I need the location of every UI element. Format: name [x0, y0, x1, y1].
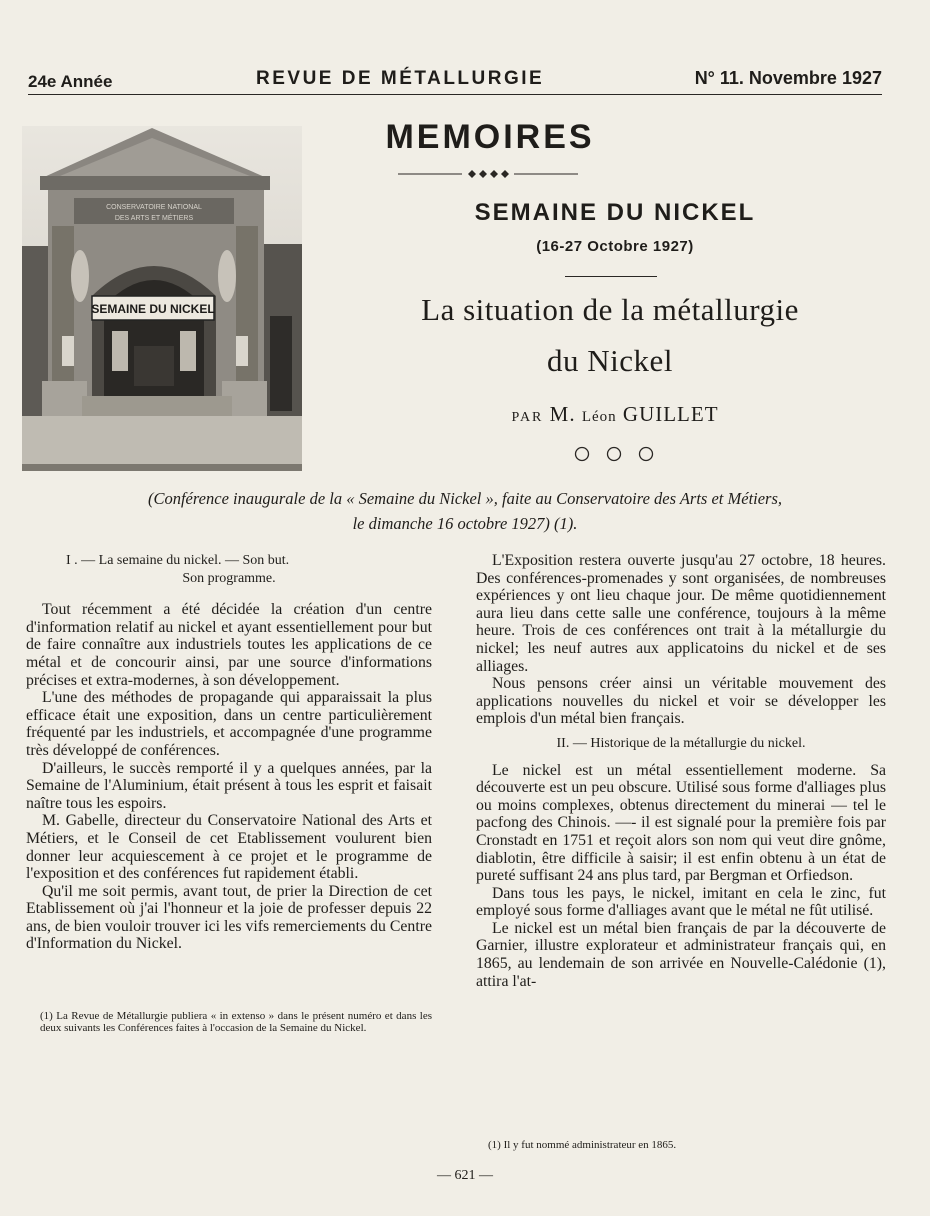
volume-year: 24e Année: [28, 72, 113, 91]
byline-par: PAR: [511, 410, 544, 425]
svg-text:SEMAINE DU NICKEL: SEMAINE DU NICKEL: [91, 302, 215, 316]
author-last-name: GUILLET: [622, 402, 719, 426]
running-head: [28, 64, 882, 95]
footnote-right: (1) Il y fut nommé administrateur en 1865.: [488, 1139, 677, 1151]
left-column: [26, 552, 432, 953]
conference-note-line-2: le dimanche 16 octobre 1927) (1).: [352, 514, 578, 533]
section-heading-2: II. — Historique de la métallurgie du nickel.: [556, 735, 806, 751]
event-dates: (16-27 Octobre 1927): [536, 238, 694, 255]
conference-note-line-1: (Conférence inaugurale de la « Semaine du Nickel », faite au Conservatoire des Arts et Métiers,: [147, 489, 783, 508]
three-circles-ornament: [567, 444, 662, 464]
section-heading-1-cont: Son programme.: [182, 570, 276, 586]
author-first-name: Léon: [581, 409, 617, 425]
separator-rule: [565, 276, 657, 277]
paragraph: D'ailleurs, le succès remporté il y a quelques années, par la Semaine de l'Aluminium, était présent à tous les esprit et faisait naître tous les espoirs.: [26, 759, 432, 812]
section-title: MEMOIRES: [385, 118, 595, 156]
paragraph: Tout récemment a été décidée la création d'un centre d'information relatif au nickel et ayant essentiellement pour but de faire connaître aux industriels toutes les applications de ce métal et de concourir ainsi, par une source d'informations précises et extra-modernes, à son développement.: [26, 601, 432, 689]
paragraph: Qu'il me soit permis, avant tout, de prier la Direction de cet Etablissement où j'ai l'honneur et la joie de professer depuis 22 ans, de bien vouloir trouver ici les vifs remerciements du Centre d'Information du Nickel.: [26, 882, 432, 953]
footnote-left: (1) La Revue de Métallurgie publiera « in extenso » dans le présent numéro et dans les deux suivants les Conférences faites à l'occasion de la Semaine du Nickel.: [40, 1010, 432, 1034]
paragraph: Dans tous les pays, le nickel, imitant en cela le zinc, fut employé sous forme d'alliages avant que le métal ne fût utilisé.: [476, 884, 886, 920]
event-name: SEMAINE DU NICKEL: [474, 199, 756, 226]
paragraph: Le nickel est un métal bien français de par la découverte de Garnier, illustre explorateur et administrateur français qui, en 1865, au lendemain de son arrivée en Nouvelle-Calédonie (1), attira l'at-: [476, 919, 886, 990]
byline: [400, 402, 830, 427]
paragraph: M. Gabelle, directeur du Conservatoire National des Arts et Métiers, et le Conseil de cet Etablissement voulurent bien donner leur acquiescement à ce projet et le programme de l'exposition et des conférences fut rapidement établi.: [26, 812, 432, 883]
building-inscription: CONSERVATOIRE NATIONAL: [106, 204, 202, 211]
paragraph: L'une des méthodes de propagande qui apparaissait la plus efficace était une exposition, dans un centre particulièrement fréquenté par les industriels, et accompagnée d'une programme très développé de conférences.: [26, 689, 432, 759]
issue-number: N° 11. Novembre 1927: [694, 68, 882, 88]
right-column: [476, 552, 886, 990]
paragraph: Le nickel est un métal essentiellement moderne. Sa découverte est un peu obscure. Utilisé sous forme d'alliages plus ou moins complexes, obtenus directement du minerai — tel le pacfong des Chinois. —- il est signalé pour la première fois par Cronstadt en 1751 et reçoit alors son nom qui veut dire gnôme, diablotin, être difficile à saisir; il est enfin obtenu à un état de pureté suffisant 24 ans plus tard, par Bergman et Orfiedson.: [476, 761, 886, 885]
journal-title: REVUE DE MÉTALLURGIE: [256, 68, 545, 89]
ornament-divider: [398, 164, 578, 184]
article-title-line-2: du Nickel: [547, 343, 673, 378]
building-photo: [22, 126, 302, 471]
paragraph: L'Exposition restera ouverte jusqu'au 27 octobre, 18 heures. Des conférences-promenades y sont organisées, de nombreuses expériences y ont lieu chaque jour. De même quotidiennement aura lieu dans cette salle une conférence, toujours à la même heure. Trois de ces conférences ont trait à la métallurgie du nickel; les neuf autres aux applicatoins du nickel et de ses alliages.: [476, 552, 886, 675]
page-number: — 621 —: [437, 1168, 493, 1183]
article-title-line-1: La situation de la métallurgie: [421, 292, 799, 327]
paragraph: Nous pensons créer ainsi un véritable mouvement des applications nouvelles du nickel et voir se développer les emplois d'un métal bien français.: [476, 675, 886, 728]
svg-text:DES ARTS ET MÉTIERS: DES ARTS ET MÉTIERS: [114, 215, 194, 222]
section-heading-1: I . — La semaine du nickel. — Son but.: [66, 553, 290, 568]
conference-note: [40, 486, 890, 536]
byline-m: M.: [549, 402, 576, 426]
